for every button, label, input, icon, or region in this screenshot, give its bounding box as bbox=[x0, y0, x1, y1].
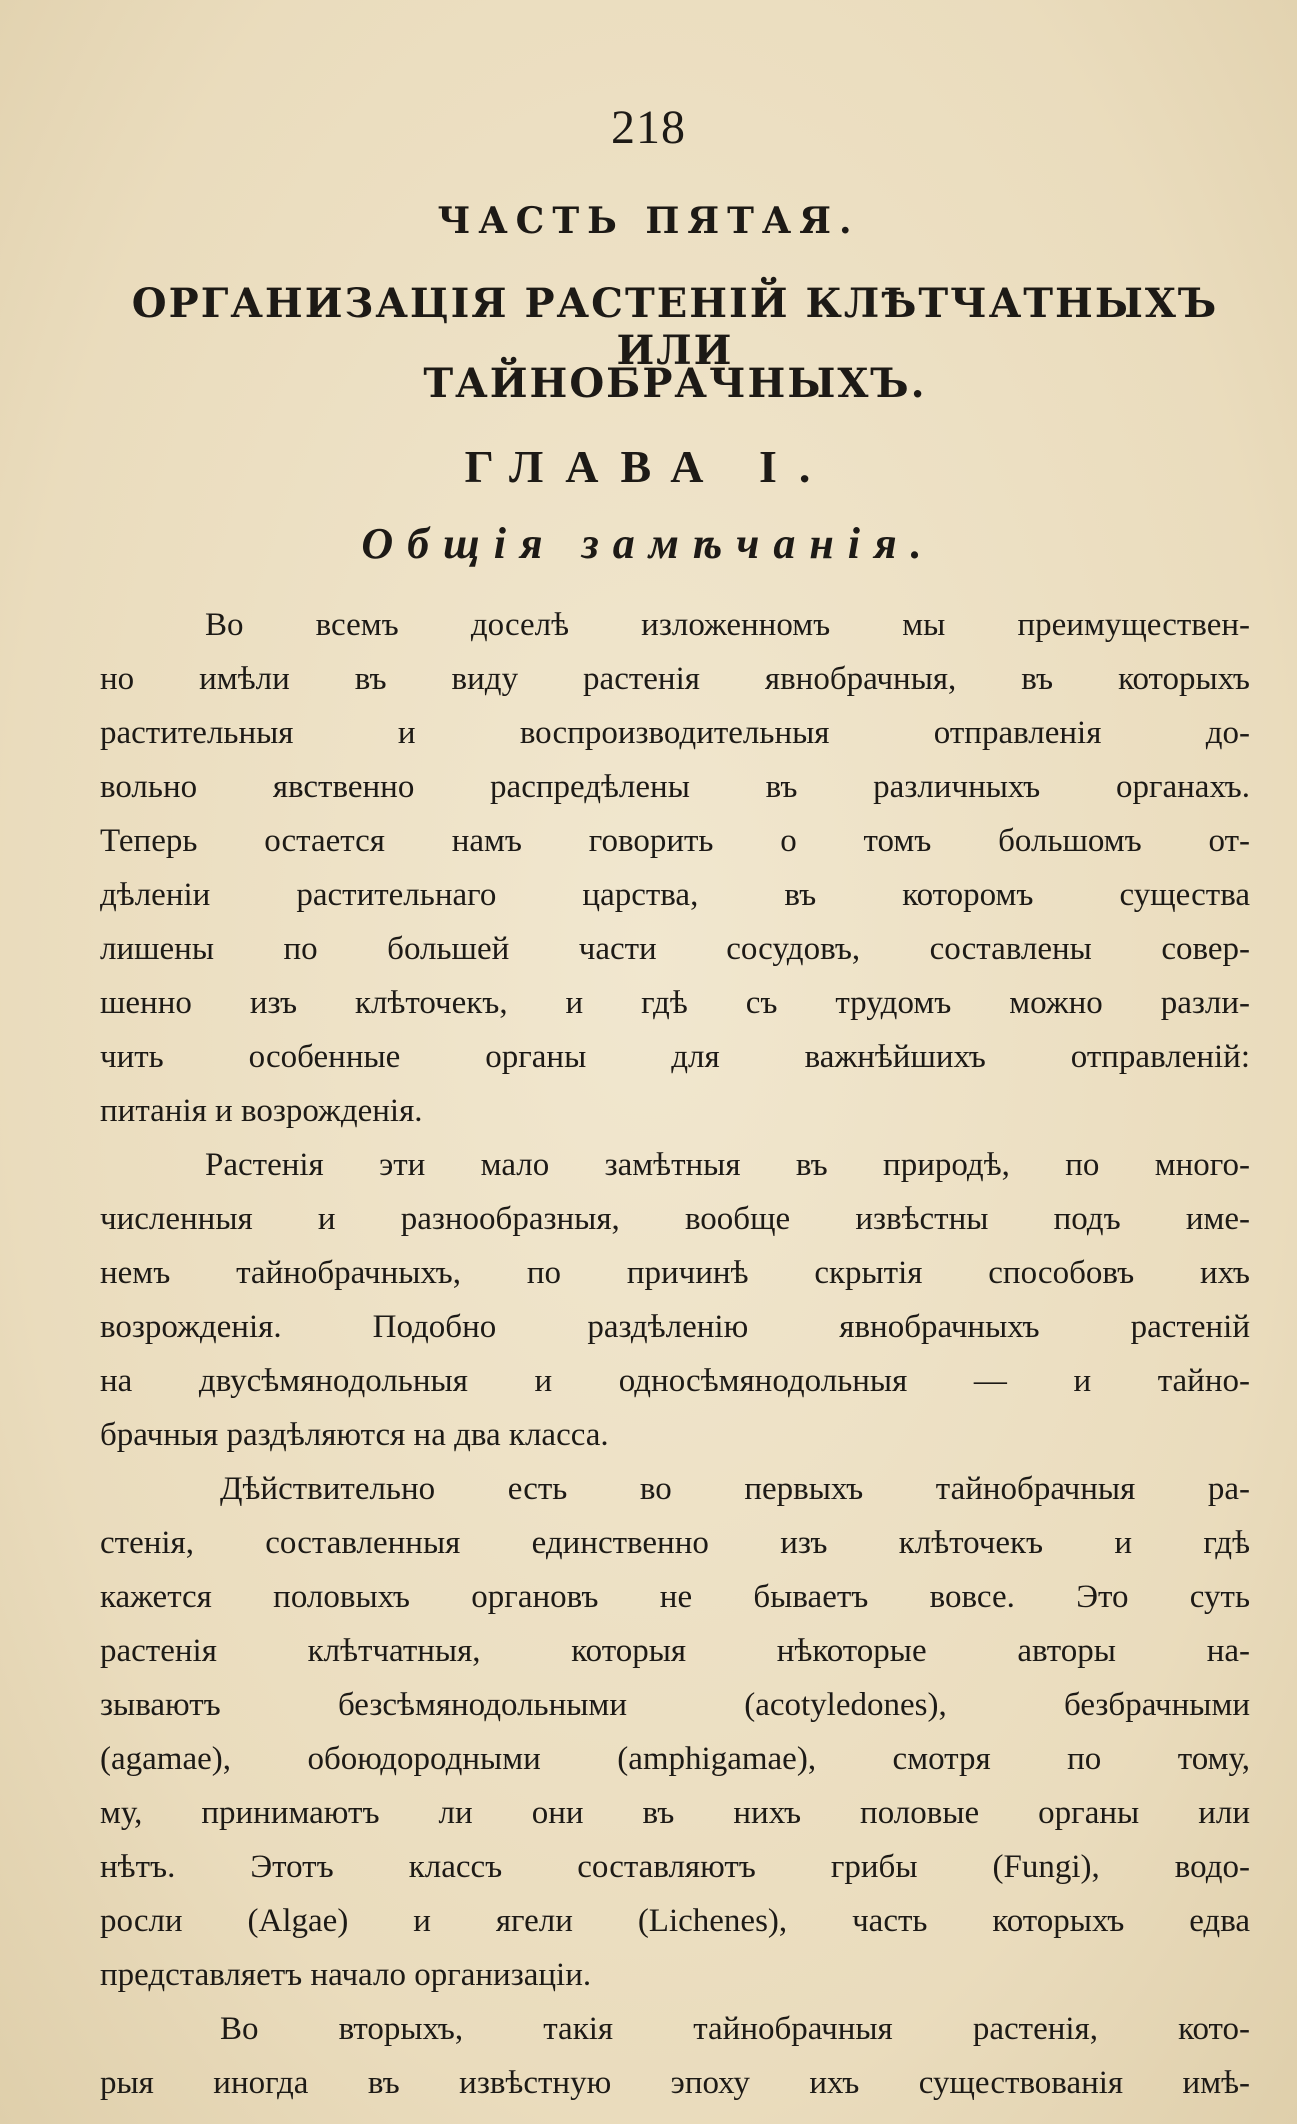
text-line: растительныя и воспроизводительныя отправленія до- bbox=[100, 715, 1250, 751]
text-line: кажется половыхъ органовъ не бываетъ вовсе. Это суть bbox=[100, 1579, 1250, 1615]
text-line: на двусѣмянодольныя и односѣмянодольныя — и тайно- bbox=[100, 1363, 1250, 1399]
text-line: лишены по большей части сосудовъ, составлены совер- bbox=[100, 931, 1250, 967]
text-line: вольно явственно распредѣлены въ различныхъ органахъ. bbox=[100, 769, 1250, 805]
text-line: численныя и разнообразныя, вообще извѣстны подъ име- bbox=[100, 1201, 1250, 1237]
text-line: растенія клѣтчатныя, которыя нѣкоторые авторы на- bbox=[100, 1633, 1250, 1669]
text-line: Во всемъ доселѣ изложенномъ мы преимуществен- bbox=[205, 607, 1250, 643]
text-line: но имѣли въ виду растенія явнобрачныя, въ которыхъ bbox=[100, 661, 1250, 697]
text-line: росли (Algae) и ягели (Lichenes), часть которыхъ едва bbox=[100, 1903, 1250, 1939]
text-line: Теперь остается намъ говорить о томъ большомъ от- bbox=[100, 823, 1250, 859]
page-number: 218 bbox=[611, 101, 686, 154]
text-line: немъ тайнобрачныхъ, по причинѣ скрытія способовъ ихъ bbox=[100, 1255, 1250, 1291]
text-line: му, принимаютъ ли они въ нихъ половые органы или bbox=[100, 1795, 1250, 1831]
part-title: ЧАСТЬ ПЯТАЯ. bbox=[437, 200, 860, 242]
text-line: зываютъ безсѣмянодольными (acotyledones), безбрачными bbox=[100, 1687, 1250, 1723]
chapter-title: ГЛАВА I. bbox=[464, 441, 833, 492]
text-line: Во вторыхъ, такія тайнобрачныя растенія, кото- bbox=[220, 2011, 1250, 2047]
text-line: шенно изъ клѣточекъ, и гдѣ съ трудомъ можно разли- bbox=[100, 985, 1250, 1021]
text-line: чить особенные органы для важнѣйшихъ отправленій: bbox=[100, 1039, 1250, 1075]
text-line: питанія и возрожденія. bbox=[100, 1093, 423, 1129]
chapter-subtitle: Общія замѣчанія. bbox=[361, 519, 936, 568]
section-title-line: ТАЙНОБРАЧНЫХЪ. bbox=[423, 360, 927, 407]
text-line: Дѣйствительно есть во первыхъ тайнобрачныя ра- bbox=[220, 1471, 1250, 1507]
text-line: (agamae), обоюдородными (amphigamae), смотря по тому, bbox=[100, 1741, 1250, 1777]
text-line: рыя иногда въ извѣстную эпоху ихъ существованія имѣ- bbox=[100, 2065, 1250, 2101]
text-line: нѣтъ. Этотъ классъ составляютъ грибы (Fungi), водо- bbox=[100, 1849, 1250, 1885]
text-line: Растенія эти мало замѣтныя въ природѣ, по много- bbox=[205, 1147, 1250, 1183]
section-title-line: ОРГАНИЗАЦІЯ РАСТЕНІЙ КЛѢТЧАТНЫХЪ ИЛИ bbox=[131, 280, 1219, 374]
text-line: стенія, составленныя единственно изъ клѣточекъ и гдѣ bbox=[100, 1525, 1250, 1561]
text-line: представляетъ начало организаціи. bbox=[100, 1957, 592, 1993]
text-line: возрожденія. Подобно раздѣленію явнобрачныхъ растеній bbox=[100, 1309, 1250, 1345]
text-line: брачныя раздѣляются на два класса. bbox=[100, 1417, 609, 1453]
text-line: дѣленіи растительнаго царства, въ которомъ существа bbox=[100, 877, 1250, 913]
